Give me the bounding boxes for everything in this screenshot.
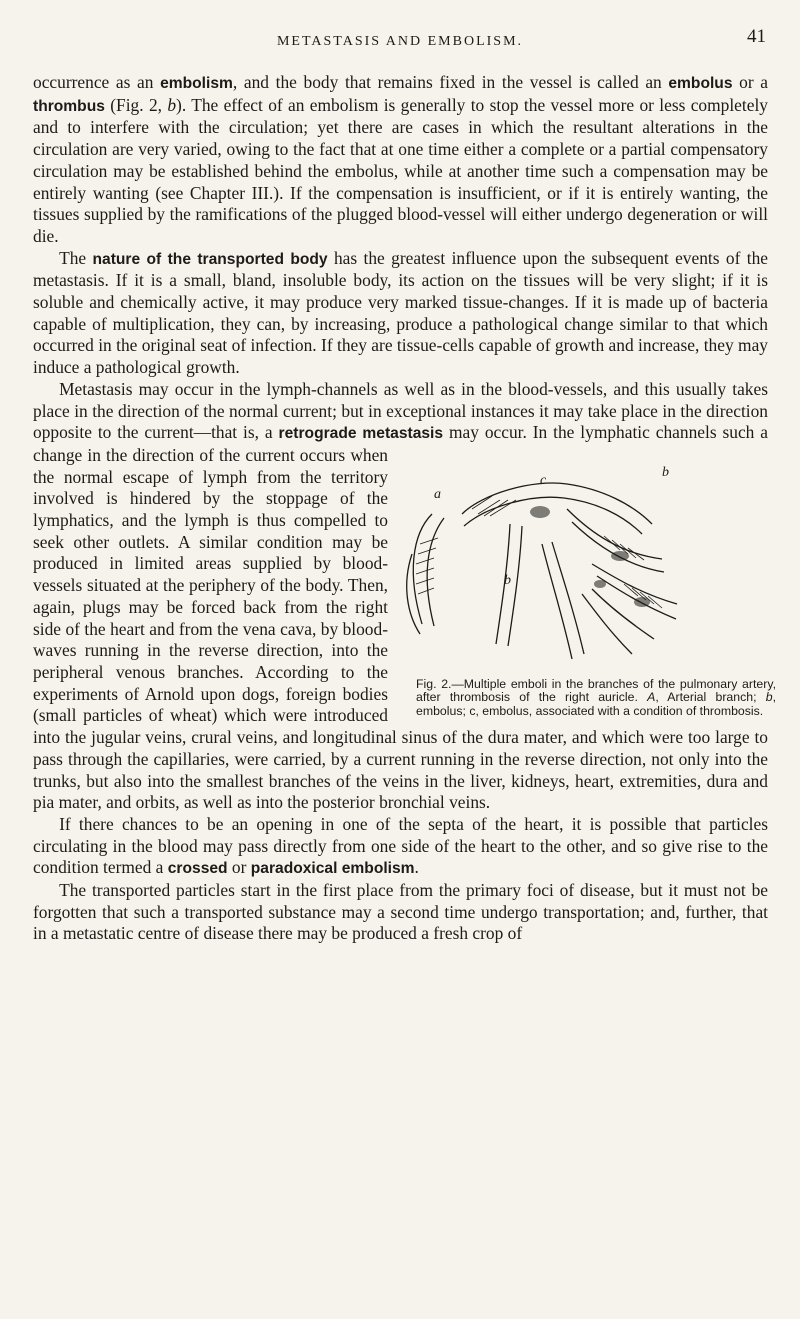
figure-label-b-top: b: [662, 465, 669, 480]
text-run: or: [227, 857, 251, 878]
figure-label-a: a: [434, 487, 441, 502]
bold-term: thrombus: [33, 97, 105, 115]
body-text-top: [33, 72, 768, 248]
text-run: or a: [732, 72, 768, 92]
bold-term: embolism: [160, 75, 233, 92]
text-run: , Arterial branch;: [655, 690, 766, 705]
paragraph: [33, 72, 768, 248]
figure-label-c: c: [540, 473, 547, 488]
running-head: [0, 26, 800, 54]
figure-label-b-mid: b: [504, 573, 511, 588]
bold-term: paradoxical embolism: [250, 860, 415, 878]
text-run: Fig. 2.—Multiple emboli in the branches of the pulmonary artery, after thrombosis of the right auricle.: [416, 677, 776, 705]
text-run: ). The effect of an embolism is generally to stop the vessel more or less completely and to interfere with the circulation; yet there are cases in which the resultant alterations in the circulation are very varied, owing to the fact that at one time either a complete or a partial compensatory circulation may be established behind the embolus, while at another time such a compensation may be entirely wanting (see Chapter III.). If the compensation is insufficient, or if it is entirely wanting, the tissues supplied by the ramifications of the plugged blood-vessel will either undergo degeneration or will die.: [33, 94, 768, 246]
text-run: may occur. In the lymphatic channels such a change in the direction of the current occurs when the normal escape of lymph from the territory involved is hindered by the stoppage of the lymphatics, and the lymph is thus compelled to seek other outlets. A similar condition may be produced in limited areas supplied by blood-vessels situated at the periphery of the body. Then, again, plugs may be forced back from the right side of the heart and from the vena cava, by blood-waves running in the reverse direction, into the peripheral venous branches. According to the experiments of Arnold upon dogs, foreign bodies (small particles of wheat) which were introduced into the jugular veins, crural veins, and longitudinal sinus of the dura mater, and which were too large to pass through the capillaries, were carried, by a current running in the reverse direction, not only into the trunks, but also into the smallest branches of the veins in the liver, kidneys, heart, extremities, dura and pia mater, and orbits, as well as into the posterior bronchial veins.: [33, 422, 768, 813]
text-run: , embolus; c, embolus, associated with a condition of thrombosis.: [416, 690, 777, 718]
text-run: (Fig. 2,: [104, 94, 168, 115]
bold-term: crossed: [167, 860, 228, 878]
page-number: 41: [747, 26, 766, 47]
italic-text: A: [647, 690, 656, 705]
text-run: .: [414, 857, 419, 878]
text-run: The transported particles start in the first place from the primary foci of disease, but it must not be forgotten that such a transported substance may a second time undergo transportation; and, further, that in a metastatic centre of disease there may be produced a fresh crop of: [33, 880, 768, 944]
bold-term: retrograde metastasis: [278, 425, 444, 443]
text-run: The: [59, 247, 93, 268]
paragraph: [33, 248, 768, 379]
italic-text: b: [167, 94, 177, 115]
text-run: , and the body that remains fixed in the vessel is called an: [232, 72, 669, 92]
paragraph: [33, 814, 768, 880]
body-text-main: [33, 248, 768, 946]
text-run: If there chances to be an opening in one of the septa of the heart, it is possible that particles circulating in the blood may pass directly from one side of the heart to the other, and so give rise to the condition termed a: [33, 813, 768, 878]
italic-text: b: [765, 690, 773, 705]
text-run: occurrence as an: [33, 72, 161, 92]
bold-term: embolus: [668, 75, 733, 92]
paragraph: [33, 880, 768, 945]
text-run: has the greatest influence upon the subsequent events of the metastasis. If it is a small, bland, insoluble body, its action on the tissues will be very slight; if it is soluble and chemically active, it may produce very marked tissue-changes. If it is made up of bacteria capable of multiplication, they can, by increasing, produce a pathological change similar to that which occurred in the original seat of infection. If they are tissue-cells capable of growth and increase, they may induce a pathological growth.: [33, 247, 768, 378]
bold-term: nature of the transported body: [92, 250, 328, 268]
text-run: Metastasis may occur in the lymph-channels as well as in the blood-vessels, and this usually takes place in the direction of the normal current; but in exceptional instances it may take place in the direction opposite to the current—that is, a: [33, 378, 768, 443]
running-title: METASTASIS AND EMBOLISM.: [276, 34, 524, 49]
